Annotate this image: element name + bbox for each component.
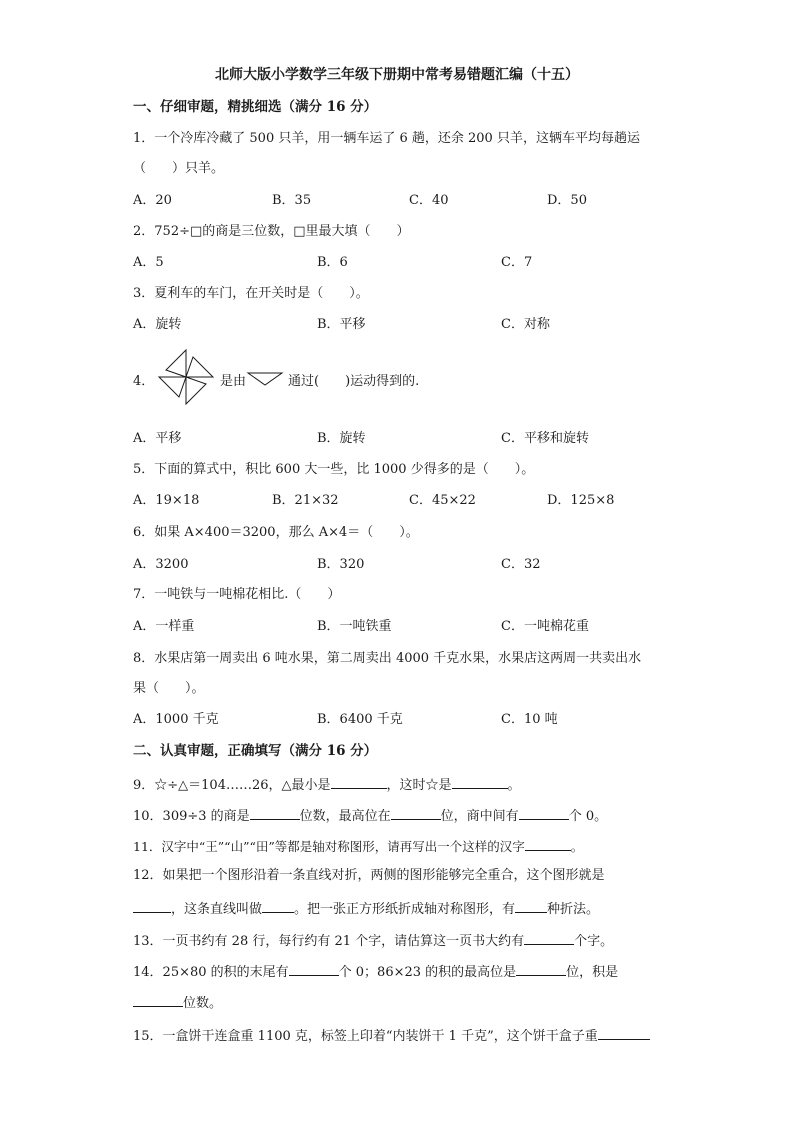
q8-option-b: B．6400 千克 xyxy=(317,712,403,727)
q10-blank-2[interactable] xyxy=(391,805,441,820)
q2-option-c: C．7 xyxy=(501,255,533,270)
question-8-line1: 8．水果店第一周卖出 6 吨水果，第二周卖出 4000 千克水果，水果店这两周一共卖出水 xyxy=(133,651,642,666)
q9-blank-2[interactable] xyxy=(452,774,508,789)
q13-text-1: 13．一页书约有 28 行，每行约有 21 个字，请估算这一页书大约有 xyxy=(133,934,525,949)
q14-text-1: 14．25×80 的积的末尾有 xyxy=(133,965,289,980)
q12-blank-2[interactable] xyxy=(262,898,294,913)
q9-blank-1[interactable] xyxy=(331,774,387,789)
triangle-figure-icon xyxy=(246,371,284,387)
q12-text-3: 种折法。 xyxy=(547,902,600,917)
q12-text-1: ，这条直线叫做 xyxy=(171,902,263,917)
q6-option-b: B．320 xyxy=(317,557,365,572)
q7-option-b: B．一吨铁重 xyxy=(317,619,392,634)
q9-text-1: 9．☆÷△＝104……26，△最小是 xyxy=(133,778,331,793)
q5-option-a: A．19×18 xyxy=(133,493,200,508)
q6-option-a: A．3200 xyxy=(133,557,189,572)
q12-blank-1[interactable] xyxy=(133,898,171,913)
question-1-line2: （ ）只羊。 xyxy=(133,161,225,176)
q9-text-3: 。 xyxy=(507,778,521,793)
q3-option-a: A．旋转 xyxy=(133,317,182,332)
q2-option-b: B．6 xyxy=(317,255,348,270)
question-2: 2．752÷□的商是三位数，□里最大填（ ） xyxy=(133,224,410,239)
q11-text-1: 11．汉字中“王”“山”“田”等都是轴对称图形，请再写出一个这样的汉字 xyxy=(133,839,525,854)
q10-text-3: 位，商中间有 xyxy=(440,809,519,824)
q14-blank-1[interactable] xyxy=(289,961,339,976)
q10-text-2: 位数，最高位在 xyxy=(299,809,391,824)
q4-option-a: A．平移 xyxy=(133,431,182,446)
question-13 xyxy=(133,930,613,951)
q2-option-a: A．5 xyxy=(133,255,164,270)
q14-text-2: 个 0；86×23 的积的最高位是 xyxy=(338,965,517,980)
q11-blank-1[interactable] xyxy=(525,836,571,851)
q1-option-b: B．35 xyxy=(272,193,312,208)
q14-blank-3[interactable] xyxy=(133,992,183,1007)
q11-text-2: 。 xyxy=(570,839,584,854)
q10-blank-1[interactable] xyxy=(250,805,300,820)
q1-option-c: C．40 xyxy=(409,193,449,208)
q8-option-c: C．10 吨 xyxy=(501,712,558,727)
question-14-line1 xyxy=(133,961,618,982)
q14-text-4: 位数。 xyxy=(183,996,223,1011)
q5-option-b: B．21×32 xyxy=(272,493,339,508)
q1-option-a: A．20 xyxy=(133,193,172,208)
q4-option-c: C．平移和旋转 xyxy=(501,431,589,446)
q1-option-d: D．50 xyxy=(547,193,587,208)
question-4-tail-text: 通过( )运动得到的. xyxy=(288,374,420,389)
question-10 xyxy=(133,805,607,826)
section-heading-1: 一、仔细审题，精挑细选（满分 16 分） xyxy=(133,99,378,115)
q6-option-c: C．32 xyxy=(501,557,541,572)
q7-option-a: A．一样重 xyxy=(133,619,195,634)
question-3: 3．夏利车的车门，在开关时是（ ）。 xyxy=(133,286,369,301)
q13-text-2: 个字。 xyxy=(574,934,614,949)
windmill-figure-icon xyxy=(152,348,222,406)
question-9 xyxy=(133,774,521,795)
q15-blank-1[interactable] xyxy=(598,1025,650,1040)
page-title: 北师大版小学数学三年级下册期中常考易错题汇编（十五） xyxy=(215,67,579,83)
question-6: 6．如果 A×400＝3200，那么 A×4＝（ ）。 xyxy=(133,525,419,540)
question-1-line1: 1．一个冷库冷藏了 500 只羊，用一辆车运了 6 趟，还余 200 只羊，这辆车平均每趟运 xyxy=(133,131,640,146)
q10-text-4: 个 0。 xyxy=(568,809,608,824)
question-4-mid-text: 是由 xyxy=(220,374,247,389)
q7-option-c: C．一吨棉花重 xyxy=(501,619,589,634)
q12-blank-3[interactable] xyxy=(515,898,547,913)
q15-text: 15．一盒饼干连盒重 1100 克，标签上印着“内装饼干 1 千克”，这个饼干盒子重 xyxy=(133,1029,598,1044)
q12-text-2: 。把一张正方形纸折成轴对称图形，有 xyxy=(294,902,516,917)
question-14-line2 xyxy=(133,992,222,1013)
question-5: 5．下面的算式中，积比 600 大一些，比 1000 少得多的是（ ）。 xyxy=(133,462,535,477)
section-heading-2: 二、认真审题，正确填写（满分 16 分） xyxy=(133,743,378,759)
q8-option-a: A．1000 千克 xyxy=(133,712,219,727)
question-8-line2: 果（ ）。 xyxy=(133,681,205,696)
q5-option-d: D．125×8 xyxy=(547,493,615,508)
q3-option-b: B．平移 xyxy=(317,317,366,332)
q10-text-1: 10．309÷3 的商是 xyxy=(133,809,250,824)
question-12-line1: 12．如果把一个图形沿着一条直线对折，两侧的图形能够完全重合，这个图形就是 xyxy=(133,868,605,883)
q13-blank-1[interactable] xyxy=(524,930,574,945)
q14-text-3: 位，积是 xyxy=(566,965,619,980)
question-12-line2 xyxy=(133,898,599,919)
q14-blank-2[interactable] xyxy=(516,961,566,976)
question-4-number: 4． xyxy=(133,374,155,389)
question-15 xyxy=(133,1025,650,1046)
q4-option-b: B．旋转 xyxy=(317,431,366,446)
question-11 xyxy=(133,836,583,856)
question-7: 7．一吨铁与一吨棉花相比.（ ） xyxy=(133,587,341,602)
q5-option-c: C．45×22 xyxy=(409,493,476,508)
q10-blank-3[interactable] xyxy=(519,805,569,820)
q3-option-c: C．对称 xyxy=(501,317,550,332)
q9-text-2: ，这时☆是 xyxy=(386,778,452,793)
